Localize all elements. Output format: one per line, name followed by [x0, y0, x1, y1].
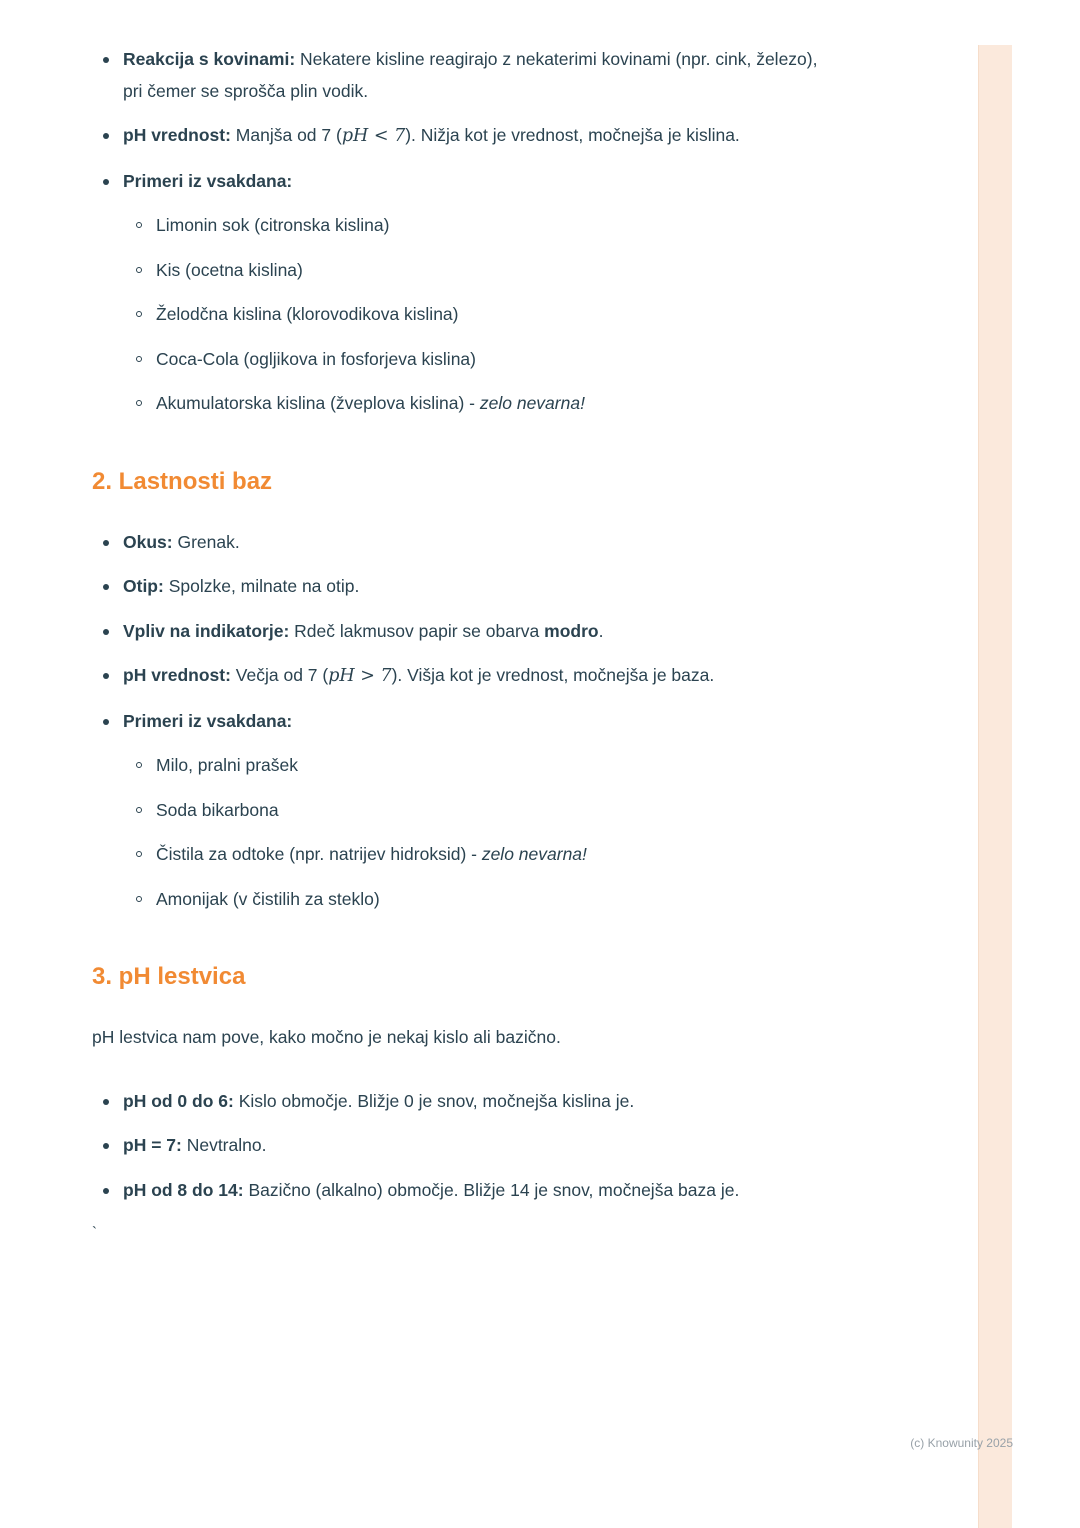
text-segment: pH vrednost: — [123, 665, 236, 686]
bullet-item — [92, 884, 828, 916]
bullet-text — [156, 304, 459, 324]
bullet-dot-icon — [103, 673, 109, 679]
bullet-circle-icon — [136, 762, 142, 768]
bullet-text — [123, 1180, 739, 1200]
bullet-text — [123, 1135, 266, 1155]
bullet-dot-icon — [103, 133, 109, 139]
page-accent-stripe — [978, 45, 1012, 1528]
bullet-text — [156, 889, 380, 909]
text-segment: . — [598, 620, 604, 641]
document-content — [92, 44, 828, 1246]
bullet-text — [123, 1091, 634, 1111]
text-segment: Nekatere kisline reagirajo z nekaterimi kovinami (npr. cink, železo), pri čemer se sprošča plin vodik. — [123, 49, 818, 101]
bullet-item — [92, 344, 828, 376]
text-segment: Reakcija s kovinami: — [123, 49, 301, 69]
bullet-item — [92, 527, 828, 559]
section-heading: 3. pH lestvica — [92, 963, 246, 991]
bullet-text — [156, 755, 298, 775]
paragraph: pH lestvica nam pove, kako močno je nekaj kislo ali bazično. — [92, 1027, 561, 1048]
bullet-item — [92, 660, 828, 693]
bullet-item — [92, 44, 828, 107]
bullet-item — [92, 750, 828, 782]
bullet-item — [92, 616, 828, 648]
text-segment: pH = 7: — [123, 1135, 187, 1156]
text-segment: Večja od 7 ( — [235, 665, 329, 686]
bullet-text — [123, 532, 240, 552]
text-segment: ). Nižja kot je vrednost, močnejša je kislina. — [405, 125, 740, 145]
bullet-dot-icon — [103, 629, 109, 635]
text-segment: Coca-Cola (ogljikova in fosforjeva kislina) — [156, 348, 476, 369]
text-segment: Grenak. — [177, 531, 240, 552]
bullet-list — [92, 44, 828, 420]
bullet-item — [92, 1175, 828, 1207]
text-segment: Primeri iz vsakdana: — [123, 710, 293, 731]
text-segment: Limonin sok (citronska kislina) — [156, 215, 390, 235]
text-segment: Otip: — [123, 576, 169, 597]
bullet-text — [156, 215, 389, 235]
text-segment: Vpliv na indikatorje: — [123, 620, 295, 641]
text-segment: Primeri iz vsakdana: — [123, 170, 293, 191]
text-segment: Kis (ocetna kislina) — [156, 259, 303, 280]
bullet-circle-icon — [136, 267, 142, 273]
text-segment: Rdeč lakmusov papir se obarva — [294, 620, 545, 641]
text-segment: pH vrednost: — [123, 125, 236, 145]
text-segment: Soda bikarbona — [156, 799, 279, 820]
bullet-dot-icon — [103, 584, 109, 590]
text-segment: Želodčna kislina (klorovodikova kislina) — [156, 304, 459, 324]
bullet-text — [123, 125, 740, 145]
bullet-item — [92, 1130, 828, 1162]
bullet-circle-icon — [136, 222, 142, 228]
text-segment: ). Višja kot je vrednost, močnejša je baza. — [391, 665, 715, 686]
text-segment: Akumulatorska kislina (žveplova kislina) - — [156, 393, 480, 413]
text-segment: Kislo območje. Bližje 0 je snov, močnejša kislina je. — [238, 1090, 635, 1111]
bullet-text — [123, 49, 817, 101]
text-segment: Milo, pralni prašek — [156, 755, 298, 776]
bullet-item — [92, 795, 828, 827]
bullet-item — [92, 1086, 828, 1118]
text-segment: Nevtralno. — [186, 1135, 267, 1156]
bullet-circle-icon — [136, 851, 142, 857]
bullet-circle-icon — [136, 356, 142, 362]
text-segment: Okus: — [123, 531, 178, 552]
bullet-item — [92, 255, 828, 287]
bullet-item — [92, 839, 828, 871]
bullet-dot-icon — [103, 57, 109, 63]
bullet-dot-icon — [103, 1188, 109, 1194]
text-segment: Spolzke, milnate na otip. — [168, 576, 360, 597]
bullet-text — [123, 576, 359, 596]
bullet-text — [156, 844, 587, 864]
text-segment: pH < 7 — [341, 126, 406, 146]
text-segment: Manjša od 7 ( — [235, 125, 342, 145]
copyright-footer: (c) Knowunity 2025 — [910, 1436, 1013, 1450]
bullet-item — [92, 120, 828, 153]
text-segment: zelo nevarna! — [481, 844, 587, 865]
bullet-item — [92, 388, 828, 420]
bullet-item — [92, 299, 828, 331]
bullet-circle-icon — [136, 400, 142, 406]
bullet-text — [123, 621, 603, 641]
bullet-dot-icon — [103, 1143, 109, 1149]
text-segment: Čistila za odtoke (npr. natrijev hidroksid) - — [156, 844, 482, 865]
bullet-text — [123, 171, 292, 191]
bullet-dot-icon — [103, 1099, 109, 1105]
bullet-dot-icon — [103, 179, 109, 185]
bullet-item — [92, 571, 828, 603]
section-heading: 2. Lastnosti baz — [92, 467, 273, 495]
text-segment: Amonijak (v čistilih za steklo) — [156, 888, 380, 909]
bullet-item — [92, 166, 828, 198]
bullet-text — [123, 665, 714, 685]
text-segment: pH od 8 do 14: — [123, 1179, 249, 1200]
text-segment: Bazično (alkalno) območje. Bližje 14 je snov, močnejša baza je. — [248, 1179, 740, 1200]
bullet-text — [156, 349, 476, 369]
bullet-dot-icon — [103, 540, 109, 546]
bullet-list — [92, 1086, 828, 1207]
text-segment: pH > 7 — [328, 666, 392, 687]
bullet-circle-icon — [136, 311, 142, 317]
bullet-text — [123, 711, 292, 731]
bullet-dot-icon — [103, 719, 109, 725]
bullet-circle-icon — [136, 896, 142, 902]
bullet-item — [92, 706, 828, 738]
text-segment: pH od 0 do 6: — [123, 1090, 239, 1111]
bullet-text — [156, 393, 585, 413]
bullet-text — [156, 800, 279, 820]
text-segment: zelo nevarna! — [479, 393, 585, 413]
bullet-item — [92, 210, 828, 242]
text-segment: modro — [544, 620, 599, 641]
bullet-text — [156, 260, 303, 280]
bullet-circle-icon — [136, 807, 142, 813]
bullet-list — [92, 527, 828, 916]
stray-character: ` — [92, 1224, 97, 1242]
